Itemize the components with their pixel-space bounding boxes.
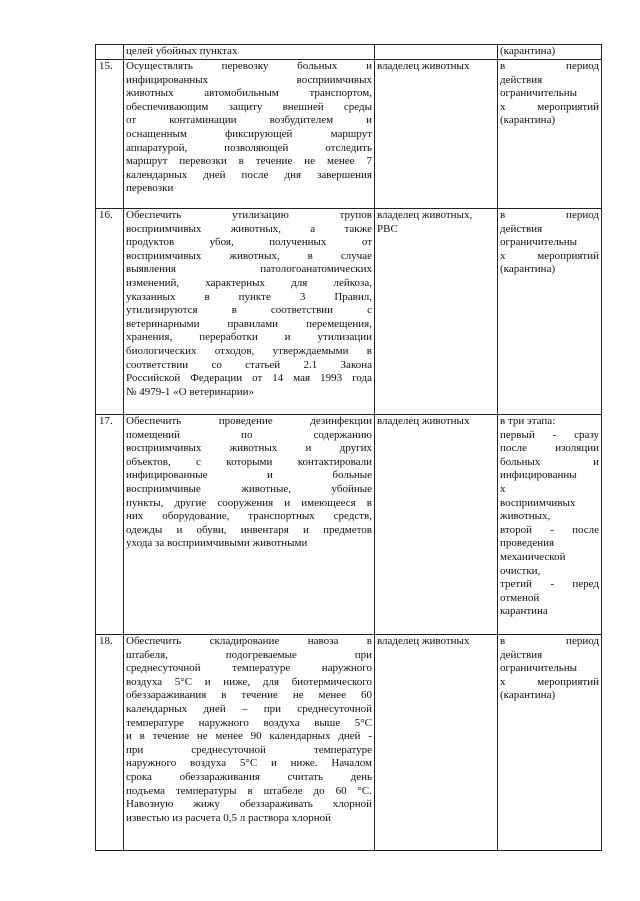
- text-line: обеззараживания в течение не менее 60: [126, 689, 372, 702]
- text-line: после изоляции: [500, 442, 599, 455]
- text-line: среднесуточной температуре наружного: [126, 662, 372, 675]
- responsible-party: владелец животных: [375, 415, 498, 635]
- text-line: ограничительны: [500, 236, 578, 249]
- text-line: биологических отходов, утверждаемыми в: [126, 344, 372, 357]
- text-line: в период: [500, 209, 599, 221]
- text-line: механической: [500, 550, 566, 563]
- text-line: в период: [500, 635, 599, 647]
- measure-description: [124, 209, 375, 415]
- text-line: объектов, с которыми контактировали: [126, 455, 372, 468]
- text-line: карантина: [500, 605, 548, 618]
- text-line: ветеринарными правилами перемещения,: [126, 317, 372, 330]
- row-number: 16.: [96, 209, 124, 415]
- text-line: Навозную жижу обеззараживать хлорной: [126, 798, 372, 811]
- text-line: соответствии со статьей 2.1 Закона: [126, 358, 372, 371]
- text-line: (карантина): [500, 45, 556, 57]
- text-line: восприимчивых животных и других: [126, 442, 372, 455]
- text-line: инфицированные и больные: [126, 469, 372, 482]
- text-line: выявления патологоанатомических: [126, 263, 372, 276]
- text-line: перевозки: [126, 182, 174, 195]
- measure-term: [498, 45, 602, 60]
- text-line: х: [500, 482, 506, 495]
- text-line: при среднесуточной температуре: [126, 743, 372, 756]
- measure-term: [498, 415, 602, 635]
- text-line: воздуха 5°С и ниже, для биотермического: [126, 675, 372, 688]
- table-row: [96, 415, 602, 635]
- text-line: Обеспечить проведение дезинфекции: [126, 415, 372, 427]
- text-line: оснащенным фиксирующей маршрут: [126, 127, 372, 140]
- text-line: хранения, переработки и утилизации: [126, 331, 372, 344]
- text-line: восприимчивых животных, а также: [126, 222, 372, 235]
- text-line: инфицированных восприимчивых: [126, 73, 372, 86]
- measures-table-body: [96, 45, 602, 851]
- text-line: аппаратурой, позволяющей отследить: [126, 141, 372, 154]
- text-line: помещений по содержанию: [126, 428, 372, 441]
- text-line: ограничительны: [500, 662, 578, 675]
- text-line: восприимчивые животные, убойные: [126, 482, 372, 495]
- table-row: [96, 45, 602, 60]
- responsible-party: [375, 45, 498, 60]
- text-line: животных,: [500, 510, 551, 523]
- text-line: в три этапа:: [500, 415, 556, 427]
- responsible-party: владелец животных, РВС: [375, 209, 498, 415]
- table-row: [96, 635, 602, 851]
- text-line: инфицированны: [500, 469, 577, 482]
- measure-description: [124, 415, 375, 635]
- text-line: утилизируются в соответствии с: [126, 304, 372, 317]
- text-line: срока обеззараживания считать день: [126, 770, 372, 783]
- text-line: температуре наружного воздуха выше 5°С: [126, 716, 372, 729]
- text-line: ограничительны: [500, 87, 578, 100]
- text-line: х мероприятий: [500, 100, 599, 113]
- measure-description: [124, 45, 375, 60]
- text-line: третий - перед: [500, 578, 599, 591]
- text-line: очистки,: [500, 564, 541, 577]
- text-line: известью из расчета 0,5 л раствора хлорной: [126, 811, 332, 824]
- row-number: 17.: [96, 415, 124, 635]
- text-line: подъема температуры в штабеле до 60 °С.: [126, 784, 372, 797]
- responsible-party: владелец животных: [375, 635, 498, 851]
- text-line: штабеля, подогреваемые при: [126, 648, 372, 661]
- text-line: продуктов убоя, полученных от: [126, 236, 372, 249]
- text-line: от контаминации возбудителем и: [126, 114, 372, 127]
- measure-description: [124, 635, 375, 851]
- text-line: отменой: [500, 591, 540, 604]
- measure-term: [498, 60, 602, 209]
- text-line: х мероприятий: [500, 675, 599, 688]
- text-line: обеспечивающим защиту внешней среды: [126, 100, 372, 113]
- text-line: Осуществлять перевозку больных и: [126, 60, 372, 72]
- text-line: Обеспечить утилизацию трупов: [126, 209, 372, 221]
- table-row: [96, 209, 602, 415]
- text-line: изменений, характерных для лейкоза,: [126, 276, 372, 289]
- text-line: животных автомобильным транспортом,: [126, 87, 372, 100]
- row-number: 18.: [96, 635, 124, 851]
- text-line: (карантина): [500, 263, 556, 276]
- text-line: календарных дней – при среднесуточной: [126, 702, 372, 715]
- text-line: них оборудование, транспортных средств,: [126, 510, 372, 523]
- text-line: (карантина): [500, 689, 556, 702]
- text-line: календарных дней после дня завершения: [126, 168, 372, 181]
- table-row: [96, 60, 602, 209]
- text-line: целей убойных пунктах: [126, 45, 238, 57]
- text-line: проведения: [500, 537, 555, 550]
- text-line: указанных в пункте 3 Правил,: [126, 290, 372, 303]
- measure-term: [498, 209, 602, 415]
- text-line: восприимчивых: [500, 496, 576, 509]
- text-line: Российской Федерации от 14 мая 1993 года: [126, 372, 372, 385]
- text-line: первый - сразу: [500, 428, 599, 441]
- text-line: маршрут перевозки в течение не менее 7: [126, 155, 372, 168]
- text-line: № 4979-1 «О ветеринарии»: [126, 385, 254, 398]
- text-line: одежды и обуви, инвентаря и предметов: [126, 523, 372, 536]
- text-line: (карантина): [500, 114, 556, 127]
- text-line: наружного воздуха 5°С и ниже. Началом: [126, 757, 372, 770]
- text-line: больных и: [500, 455, 599, 468]
- text-line: второй - после: [500, 523, 599, 536]
- measure-description: [124, 60, 375, 209]
- text-line: действия: [500, 648, 543, 661]
- text-line: восприимчивых животных, в случае: [126, 249, 372, 262]
- responsible-party: владелец животных: [375, 60, 498, 209]
- measure-term: [498, 635, 602, 851]
- text-line: и в течение не менее 90 календарных дней -: [126, 730, 372, 743]
- row-number: 15.: [96, 60, 124, 209]
- text-line: в период: [500, 60, 599, 72]
- text-line: ухода за восприимчивыми животными: [126, 537, 308, 550]
- text-line: пункты, другие сооружения и имеющееся в: [126, 496, 372, 509]
- text-line: действия: [500, 73, 543, 86]
- text-line: действия: [500, 222, 543, 235]
- measures-table: [95, 44, 602, 851]
- row-number: [96, 45, 124, 60]
- text-line: Обеспечить складирование навоза в: [126, 635, 372, 647]
- text-line: х мероприятий: [500, 249, 599, 262]
